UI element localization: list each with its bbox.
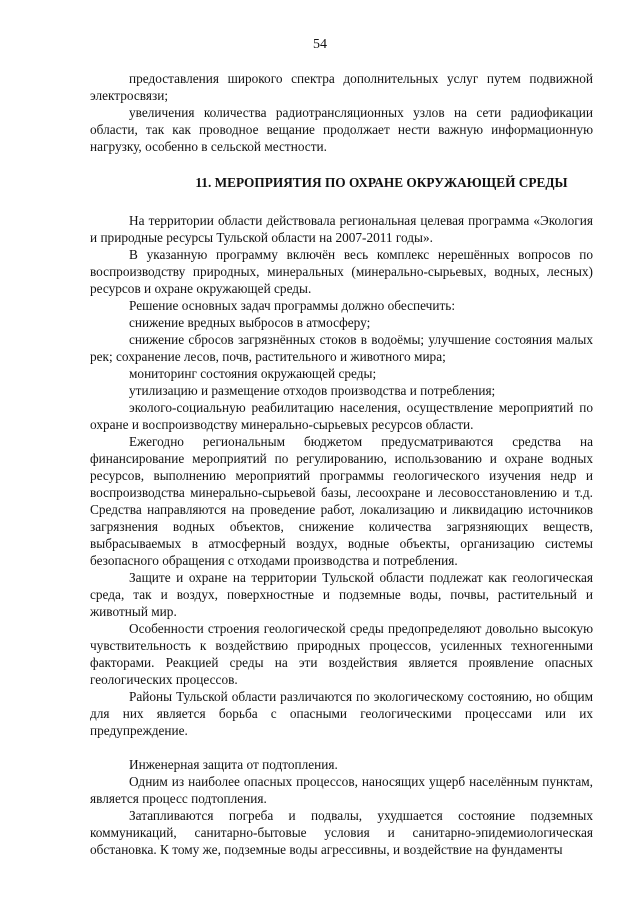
- paragraph: Ежегодно региональным бюджетом предусматриваются средства на финансирование мероприятий по регулированию, использованию и охране водных ресурсов, выполнению мероприятий программы геологического изучения недр и воспроизводства минерально-сырьевой базы, лесоохране и лесовосстановлению и т.д. Средства направляются на проведение работ, локализацию и ликвидацию источников загрязнения водных объектов, снижение количества загрязняющих веществ, выбрасываемых в атмосферный воздух, водные объекты, организацию системы безопасного обращения с отходами производства и потребления.: [90, 434, 593, 568]
- paragraph: снижение сбросов загрязнённых стоков в водоёмы; улучшение состояния малых рек; сохранение лесов, почв, растительного и животного мира;: [90, 332, 593, 364]
- paragraph: снижение вредных выбросов в атмосферу;: [129, 315, 371, 330]
- paragraph: Районы Тульской области различаются по экологическому состоянию, но общим для них является борьба с опасными геологическими процессами или их предупреждение.: [90, 689, 593, 738]
- paragraph: Защите и охране на территории Тульской области подлежат как геологическая среда, так и воздух, поверхностные и подземные воды, почвы, растительный и животный мир.: [90, 570, 593, 619]
- page-number: 54: [313, 37, 327, 52]
- paragraph: предоставления широкого спектра дополнительных услуг путем подвижной электросвязи;: [90, 71, 593, 103]
- paragraph: увеличения количества радиотрансляционных узлов на сети радиофикации области, так как проводное вещание продолжает нести важную информационную нагрузку, особенно в сельской местности.: [90, 105, 593, 154]
- paragraph: На территории области действовала региональная целевая программа «Экология и природные ресурсы Тульской области на 2007-2011 годы».: [90, 213, 593, 245]
- paragraph: эколого-социальную реабилитацию населения, осуществление мероприятий по охране и воспроизводству минерально-сырьевых ресурсов области.: [90, 400, 593, 432]
- paragraph: Особенности строения геологической среды предопределяют довольно высокую чувствительность к воздействию природных процессов, усиленных техногенными факторами. Реакцией среды на эти воздействия является проявление опасных геологических процессов.: [90, 621, 593, 687]
- blank-line: [90, 739, 593, 756]
- paragraph: мониторинг состояния окружающей среды;: [129, 366, 377, 381]
- paragraph: Решение основных задач программы должно обеспечить:: [129, 298, 456, 313]
- section-heading: 11. МЕРОПРИЯТИЯ ПО ОХРАНЕ ОКРУЖАЮЩЕЙ СРЕДЫ: [195, 175, 568, 190]
- paragraph: Одним из наиболее опасных процессов, наносящих ущерб населённым пунктам, является процесс подтопления.: [90, 774, 593, 806]
- paragraph: В указанную программу включён весь комплекс нерешённых вопросов по воспроизводству природных, минеральных (минерально-сырьевых, водных, лесных) ресурсов и охране окружающей среды.: [90, 247, 593, 296]
- body-text: [90, 70, 593, 858]
- subsection-title: Инженерная защита от подтопления.: [129, 757, 338, 772]
- paragraph: утилизацию и размещение отходов производства и потребления;: [129, 383, 496, 398]
- paragraph: Затапливаются погреба и подвалы, ухудшается состояние подземных коммуникаций, санитарно-бытовые условия и санитарно-эпидемиологическая обстановка. К тому же, подземные воды агрессивны, и воздействие на фундаменты: [90, 808, 593, 857]
